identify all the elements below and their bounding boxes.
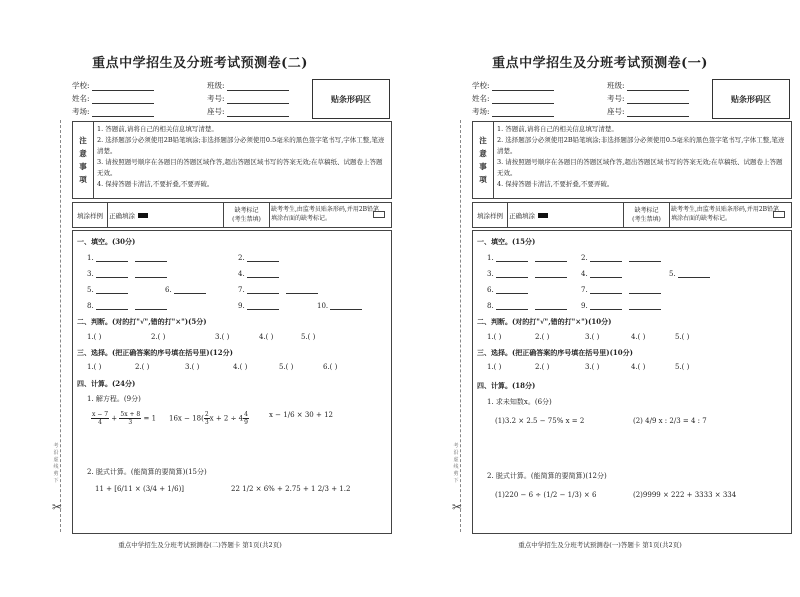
section-judge: 二、判断。(对的打"√",错的打"×")(5分) <box>77 317 207 326</box>
choice-answer[interactable]: 4.( ) <box>233 363 248 371</box>
scissors-icon: ✂ <box>52 500 63 514</box>
notice-label: 注 意 事 项 <box>73 122 94 198</box>
judge-answer[interactable]: 3.( ) <box>585 333 600 341</box>
judge-answer[interactable]: 2.( ) <box>535 333 550 341</box>
notice-item: 4. 保持答题卡清洁,不要折叠,不要弄破。 <box>97 180 214 188</box>
choice-answer[interactable]: 4.( ) <box>631 363 646 371</box>
cut-label: 考 沿 虚 线 剪 下 <box>53 443 59 484</box>
cut-line <box>60 120 61 532</box>
blank[interactable] <box>96 253 128 262</box>
fill-example-row <box>72 202 392 228</box>
notice-list <box>97 124 387 190</box>
cut-label: 考 沿 虚 线 剪 下 <box>453 443 459 484</box>
choice-answer[interactable]: 2.( ) <box>135 363 150 371</box>
fill-example-row <box>472 202 792 228</box>
choice-answer[interactable]: 6.( ) <box>323 363 338 371</box>
sub-calc: 2. 脱式计算。(能简算的要简算)(12分) <box>487 472 607 480</box>
sub-equation: 1. 求未知数x。(6分) <box>487 398 552 406</box>
notice-item: 3. 请按照题号顺序在各题目的答题区域作答,超出答题区域书写的答案无效;在草稿纸、试题卷上答题无效。 <box>497 158 783 177</box>
equation-3: x − 1/6 × 30 + 12 <box>269 411 333 419</box>
exam-no-label: 考号: <box>607 94 625 103</box>
notice-item: 2. 选择题部分必须使用2B铅笔填涂;非选择题部分必须使用0.5毫米的黑色签字笔书写,字体工整,笔迹清楚。 <box>97 136 385 155</box>
choice-answer[interactable]: 3.( ) <box>585 363 600 371</box>
page-footer: 重点中学招生及分班考试预测卷(一)答题卡 第1页(共2页) <box>518 541 682 549</box>
answer-area: 一、填空。(15分) 1. 2. 3. 4. 5. 6. 7. 8. 9. 二、判断。(对的打"√",错的打"×")(10分) 1.( ) 2.( ) 3.( ) 4.( ) 5.( ) 三、选择。(把正确答案的序号填在括号里)(10分) 1.( ) 2.( ) 3.( ) 4.( ) 5.( ) 四、计算。(18分) 1. 求未知数x。(6分) (1)3.2 × 2.5 − 75% x = 2 (2) 4/9 x : 2/3 = 4 : 7 2. 脱式计算。(能简算的要简算)(12分) (1)220 − 6 ÷ (1/2 − 1/3) × 6 (2)9999 × 222 + 3333 × 334 <box>472 230 792 534</box>
section-fill-blank: 一、填空。(15分) <box>477 237 536 246</box>
choice-answer[interactable]: 3.( ) <box>185 363 200 371</box>
section-choice: 三、选择。(把正确答案的序号填在括号里)(12分) <box>77 348 233 357</box>
page-title: 重点中学招生及分班考试预测卷(一) <box>492 56 708 71</box>
section-calc: 四、计算。(18分) <box>477 381 536 390</box>
correct-fill: 正确填涂 <box>509 203 629 227</box>
choice-answer[interactable]: 1.( ) <box>487 363 502 371</box>
name-label: 姓名: <box>72 94 90 103</box>
name-field[interactable] <box>92 95 154 104</box>
name-field[interactable] <box>492 95 554 104</box>
name-label: 姓名: <box>472 94 490 103</box>
judge-answer[interactable]: 5.( ) <box>675 333 690 341</box>
filled-block-icon <box>138 213 148 218</box>
calc-2: 22 1/2 × 6% + 2.75 + 1 2/3 + 1.2 <box>231 485 351 493</box>
room-label: 考场: <box>72 107 90 116</box>
fill-example-label: 填涂样例 <box>473 203 508 227</box>
section-judge: 二、判断。(对的打"√",错的打"×")(10分) <box>477 317 612 326</box>
missing-mark-box[interactable] <box>373 211 385 218</box>
calc-1: 11 + [6/11 × (3/4 + 1/6)] <box>95 485 185 493</box>
exam-no-field[interactable] <box>627 95 689 104</box>
judge-answer[interactable]: 4.( ) <box>631 333 646 341</box>
fill-example-label: 填涂样例 <box>73 203 108 227</box>
sub-calc: 2. 脱式计算。(能简算的要简算)(15分) <box>87 468 207 476</box>
answer-sheet-right <box>400 0 800 597</box>
class-field[interactable] <box>627 82 689 91</box>
exam-no-label: 考号: <box>207 94 225 103</box>
equation-2: 16x − 18( $\frac{2}{3}$ x + 2 ÷ 4 $\frac{4}{9}$ <box>169 411 248 426</box>
missing-mark-desc: 缺考考生,由监考员贴条形码,并用2B铅笔填涂右面的缺考标记。 <box>671 206 780 222</box>
barcode-area: 贴条形码区 <box>312 79 390 119</box>
seat-label: 座号: <box>207 107 225 116</box>
equation-1: $\frac{x - 7}{4}$ + $\frac{5x + 8}{3}$ = 1 <box>92 411 157 426</box>
exam-no-field[interactable] <box>227 95 289 104</box>
class-label: 班级: <box>207 81 225 90</box>
choice-answer[interactable]: 5.( ) <box>675 363 690 371</box>
missing-mark-desc: 缺考考生,由监考员贴条形码,并用2B铅笔填涂右面的缺考标记。 <box>271 206 380 222</box>
correct-fill: 正确填涂 <box>109 203 229 227</box>
scissors-icon: ✂ <box>452 500 463 514</box>
notice-label: 注 意 事 项 <box>473 122 494 198</box>
notice-item: 3. 请按照题号顺序在各题目的答题区域作答,超出答题区域书写的答案无效;在草稿纸、试题卷上答题无效。 <box>97 158 383 177</box>
school-label: 学校: <box>72 81 90 90</box>
equation-2: (2) 4/9 x : 2/3 = 4 : 7 <box>633 417 707 425</box>
judge-answer[interactable]: 4.( ) <box>259 333 274 341</box>
calc-1: (1)220 − 6 ÷ (1/2 − 1/3) × 6 <box>495 491 597 499</box>
filled-block-icon <box>538 213 548 218</box>
missing-mark-label: 缺考标记 (考生禁填) <box>223 203 270 227</box>
notice-list <box>497 124 787 190</box>
school-field[interactable] <box>492 82 554 91</box>
judge-answer[interactable]: 1.( ) <box>487 333 502 341</box>
sub-equation: 1. 解方程。(9分) <box>87 395 141 403</box>
notice-item: 1. 答题前,请将自己的相关信息填写清楚。 <box>97 125 218 133</box>
notice-item: 1. 答题前,请将自己的相关信息填写清楚。 <box>497 125 618 133</box>
barcode-area: 贴条形码区 <box>712 79 790 119</box>
choice-answer[interactable]: 5.( ) <box>279 363 294 371</box>
judge-answer[interactable]: 3.( ) <box>215 333 230 341</box>
class-label: 班级: <box>607 81 625 90</box>
notice-item: 2. 选择题部分必须使用2B铅笔填涂;非选择题部分必须使用0.5毫米的黑色签字笔书写,字体工整,笔迹清楚。 <box>497 136 785 155</box>
page-title: 重点中学招生及分班考试预测卷(二) <box>92 56 308 71</box>
equation-1: (1)3.2 × 2.5 − 75% x = 2 <box>495 417 585 425</box>
seat-label: 座号: <box>607 107 625 116</box>
section-fill-blank: 一、填空。(30分) <box>77 237 136 246</box>
page-footer: 重点中学招生及分班考试预测卷(二)答题卡 第1页(共2页) <box>118 541 282 549</box>
answer-area: 一、填空。(30分) 1. 2. 3. 4. 5. 6. 7. 8. 9. 10. 二、判断。(对的打"√",错的打"×")(5分) 1.( ) 2.( ) 3.( ) 4.( ) 5.( ) 三、选择。(把正确答案的序号填在括号里)(12分) 1.( ) 2.( ) 3.( ) 4.( ) 5.( ) 6.( ) 四、计算。(24分) 1. 解方程。(9分) $\frac{x - 7}{4}$ + $\frac{5x + 8}{3}$ = 1 16x − 18( $\frac{2}{3}$ x + 2 ÷ 4 $\frac{4}{9}$ x − 1/6 × 30 + 12 2. 脱式计算。(能简算的要简算)(15分) 11 + [6/11 × (3/4 + 1/6)] 22 1/2 × 6% + 2.75 + 1 2/3 + 1.2 <box>72 230 392 534</box>
seat-field[interactable] <box>227 108 289 117</box>
cut-line <box>460 120 461 532</box>
school-field[interactable] <box>92 82 154 91</box>
notice-box <box>472 121 792 199</box>
class-field[interactable] <box>227 82 289 91</box>
notice-item: 4. 保持答题卡清洁,不要折叠,不要弄破。 <box>497 180 614 188</box>
section-calc: 四、计算。(24分) <box>77 379 136 388</box>
calc-2: (2)9999 × 222 + 3333 × 334 <box>633 491 737 499</box>
notice-box <box>72 121 392 199</box>
choice-answer[interactable]: 2.( ) <box>535 363 550 371</box>
judge-answer[interactable]: 2.( ) <box>151 333 166 341</box>
room-field[interactable] <box>92 108 154 117</box>
room-label: 考场: <box>472 107 490 116</box>
seat-field[interactable] <box>627 108 689 117</box>
choice-answer[interactable]: 1.( ) <box>87 363 102 371</box>
missing-mark-label: 缺考标记 (考生禁填) <box>623 203 670 227</box>
school-label: 学校: <box>472 81 490 90</box>
missing-mark-box[interactable] <box>773 211 785 218</box>
judge-answer[interactable]: 5.( ) <box>301 333 316 341</box>
room-field[interactable] <box>492 108 554 117</box>
section-choice: 三、选择。(把正确答案的序号填在括号里)(10分) <box>477 348 633 357</box>
judge-answer[interactable]: 1.( ) <box>87 333 102 341</box>
